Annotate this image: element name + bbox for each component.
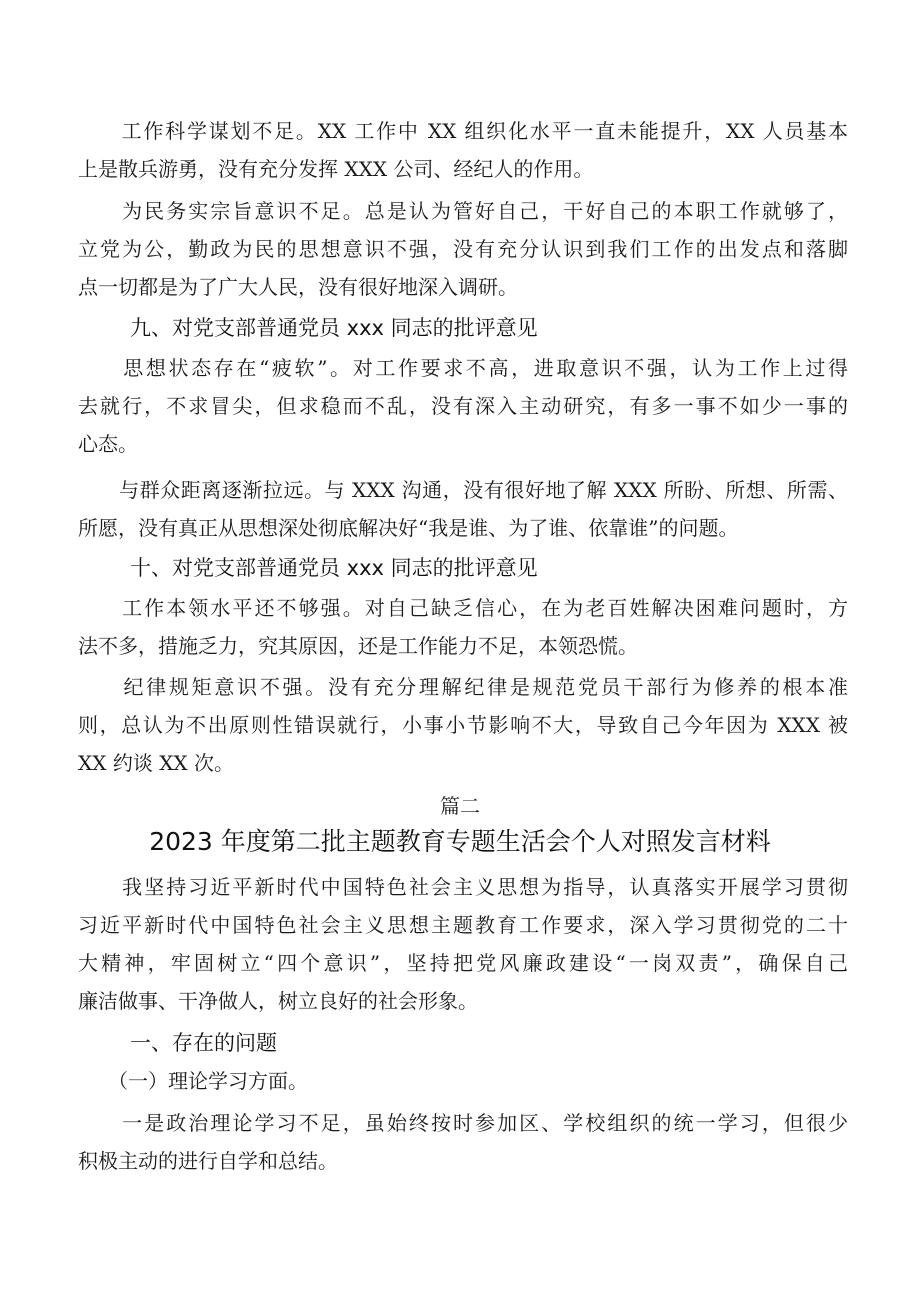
section-heading-1: 一、存在的问题 xyxy=(130,1031,277,1055)
paragraph-line: 积极主动的进行自学和总结。 xyxy=(78,1149,338,1173)
paragraph-line: 立党为公，勤政为民的思想意识不强，没有充分认识到我们工作的出发点和落脚 xyxy=(78,237,848,261)
paragraph-line: 工作科学谋划不足。XX 工作中 XX 组织化水平一直未能提升，XX 人员基本 xyxy=(78,119,848,143)
paragraph-line: 点一切都是为了广大人民，没有很好地深入调研。 xyxy=(78,275,518,299)
paragraph-line: 廉洁做事、干净做人，树立良好的社会形象。 xyxy=(78,989,478,1013)
paragraph-line: 思想状态存在“疲软”。对工作要求不高，进取意识不强，认为工作上过得 xyxy=(78,356,848,380)
paragraph-line: 大精神，牢固树立“四个意识”，坚持把党风廉政建设“一岗双责”，确保自己 xyxy=(78,951,848,975)
paragraph-line: 心态。 xyxy=(78,432,138,456)
paragraph-line: 所愿，没有真正从思想深处彻底解决好“我是谁、为了谁、依靠谁”的问题。 xyxy=(78,516,739,540)
paragraph-line: 上是散兵游勇，没有充分发挥 XXX 公司、经纪人的作用。 xyxy=(78,157,594,181)
section-heading-9: 九、对党支部普通党员 xxx 同志的批评意见 xyxy=(130,316,538,340)
paragraph-line: 与群众距离逐渐拉远。与 XXX 沟通，没有很好地了解 XXX 所盼、所想、所需、 xyxy=(78,478,848,502)
subsection-heading: （一）理论学习方面。 xyxy=(78,1069,308,1093)
paragraph-line: XX 约谈 XX 次。 xyxy=(78,751,235,775)
paragraph-line: 一是政治理论学习不足，虽始终按时参加区、学校组织的统一学习，但很少 xyxy=(78,1111,848,1135)
paragraph-line: 法不多，措施乏力，究其原因，还是工作能力不足，本领恐慌。 xyxy=(78,634,638,658)
section-label: 篇二 xyxy=(440,794,480,818)
paragraph-line: 则，总认为不出原则性错误就行，小事小节影响不大，导致自己今年因为 XXX 被 xyxy=(78,713,848,737)
paragraph-line: 工作本领水平还不够强。对自己缺乏信心，在为老百姓解决困难问题时，方 xyxy=(78,596,848,620)
paragraph-line: 纪律规矩意识不强。没有充分理解纪律是规范党员干部行为修养的根本准 xyxy=(78,675,848,699)
paragraph-line: 去就行，不求冒尖，但求稳而不乱，没有深入主动研究，有多一事不如少一事的 xyxy=(78,394,848,418)
document-title: 2023 年度第二批主题教育专题生活会个人对照发言材料 xyxy=(149,827,771,856)
section-heading-10: 十、对党支部普通党员 xxx 同志的批评意见 xyxy=(130,556,538,580)
paragraph-line: 为民务实宗旨意识不足。总是认为管好自己，干好自己的本职工作就够了， xyxy=(78,199,848,223)
paragraph-line: 我坚持习近平新时代中国特色社会主义思想为指导，认真落实开展学习贯彻 xyxy=(78,875,848,899)
paragraph-line: 习近平新时代中国特色社会主义思想主题教育工作要求，深入学习贯彻党的二十 xyxy=(78,913,848,937)
